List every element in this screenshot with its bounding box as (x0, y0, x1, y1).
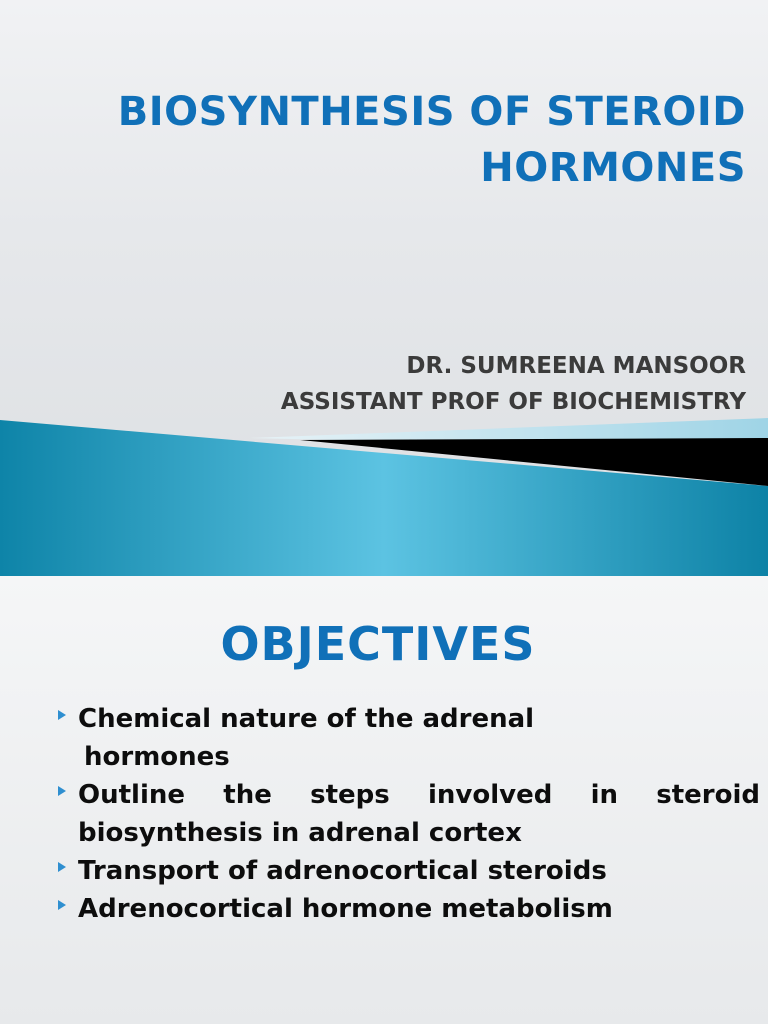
list-item (58, 852, 760, 890)
bullet-arrow-icon (58, 862, 66, 872)
slide-title (118, 84, 746, 196)
bullet-1-line-1: Chemical nature of the adrenal (78, 704, 535, 734)
author-position: ASSISTANT PROF OF BIOCHEMISTRY (280, 389, 746, 415)
objectives-heading: OBJECTIVES (220, 617, 536, 671)
list-item (58, 700, 760, 776)
bullet-arrow-icon (58, 710, 66, 720)
author-block (281, 348, 746, 420)
bullet-1-line-2: hormones (84, 742, 230, 772)
bullet-arrow-icon (58, 900, 66, 910)
title-line-2: HORMONES (480, 145, 746, 191)
objectives-list (58, 700, 760, 928)
list-item (58, 776, 760, 852)
bullet-2-line-1: Outline the steps involved in steroid (78, 780, 760, 810)
bullet-arrow-icon (58, 786, 66, 796)
bullet-4-line-1: Adrenocortical hormone metabolism (78, 894, 613, 924)
bullet-3-line-1: Transport of adrenocortical steroids (78, 856, 607, 886)
bullet-2-line-2: biosynthesis in adrenal cortex (78, 818, 522, 848)
title-line-1: BIOSYNTHESIS OF STEROID (117, 89, 746, 135)
list-item (58, 890, 760, 928)
author-name: DR. SUMREENA MANSOOR (406, 353, 746, 379)
